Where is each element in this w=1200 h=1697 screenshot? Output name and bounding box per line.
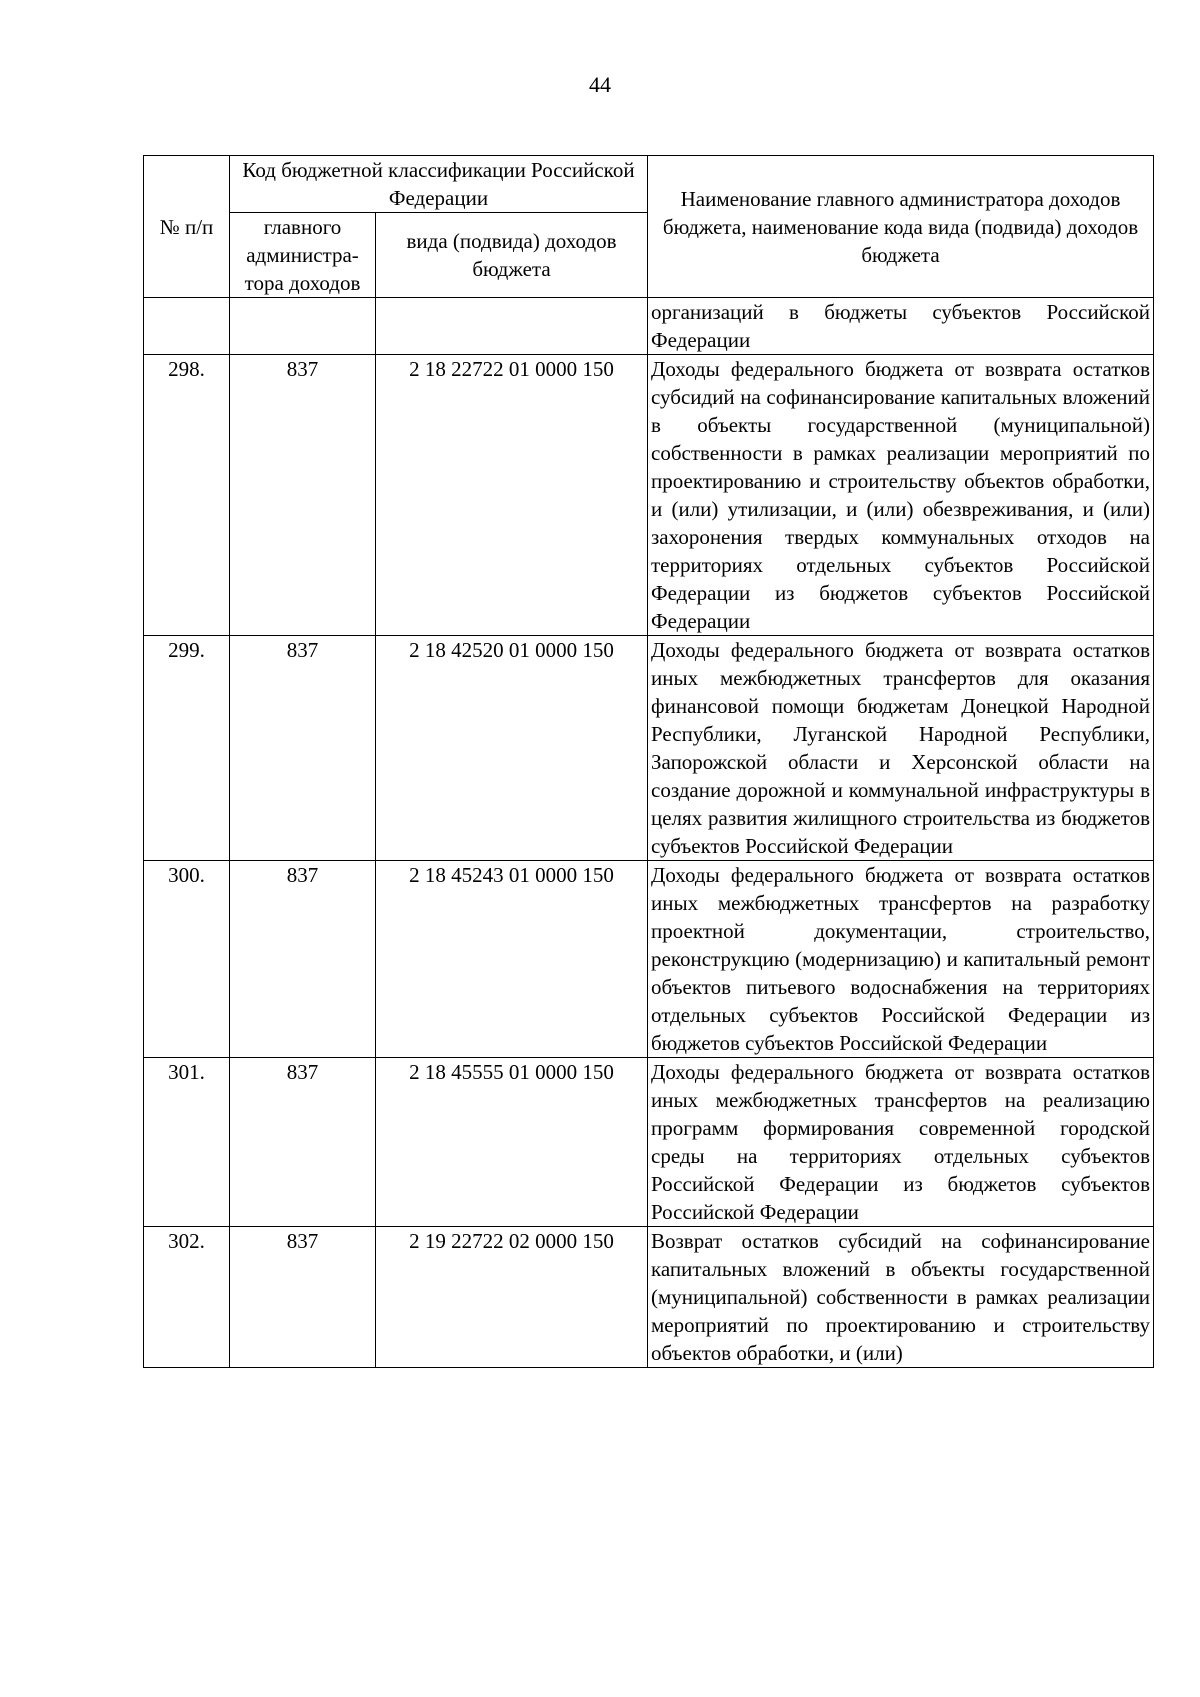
cell-admin: 837: [230, 636, 376, 861]
table-row: [144, 355, 1154, 636]
cell-name: Доходы федерального бюджета от возврата остатков иных межбюджетных трансфертов на разработку проектной документации, строительство, реконструкцию (модернизацию) и капитальный ремонт объектов питьевого водоснабжения на территориях отдельных субъектов Российской Федерации из бюджетов субъектов Российской Федерации: [648, 861, 1154, 1058]
cell-num: [144, 298, 230, 355]
cell-num: 298.: [144, 355, 230, 636]
cell-code: [376, 298, 648, 355]
cell-code: 2 18 22722 01 0000 150: [376, 355, 648, 636]
cell-name: Возврат остатков субсидий на софинансирование капитальных вложений в объекты государственной (муниципальной) собственности в рамках реализации мероприятий по проектированию и строительству объектов обработки, и (или): [648, 1227, 1154, 1368]
cell-admin: 837: [230, 355, 376, 636]
cell-name: организаций в бюджеты субъектов Российской Федерации: [648, 298, 1154, 355]
table-row: [144, 861, 1154, 1058]
header-code: вида (подвида) доходов бюджета: [376, 213, 648, 298]
cell-num: 301.: [144, 1058, 230, 1227]
page-number: 44: [589, 72, 611, 97]
cell-code: 2 19 22722 02 0000 150: [376, 1227, 648, 1368]
cell-code: 2 18 45243 01 0000 150: [376, 861, 648, 1058]
cell-admin: 837: [230, 1058, 376, 1227]
header-name: Наименование главного администратора доходов бюджета, наименование кода вида (подвида) доходов бюджета: [648, 156, 1154, 298]
cell-num: 300.: [144, 861, 230, 1058]
header-code-group: Код бюджетной классификации Российской Федерации: [230, 156, 648, 213]
header-admin: главного администра-тора доходов: [230, 213, 376, 298]
continuation-row: [144, 298, 1154, 355]
budget-classification-table: [143, 155, 1154, 1368]
header-row-top: [144, 156, 1154, 213]
table-row: [144, 636, 1154, 861]
cell-num: 302.: [144, 1227, 230, 1368]
cell-code: 2 18 42520 01 0000 150: [376, 636, 648, 861]
table-row: [144, 1058, 1154, 1227]
cell-name: Доходы федерального бюджета от возврата остатков субсидий на софинансирование капитальных вложений в объекты государственной (муниципальной) собственности в рамках реализации мероприятий по проектированию и строительству объектов обработки, и (или) утилизации, и (или) обезвреживания, и (или) захоронения твердых коммунальных отходов на территориях отдельных субъектов Российской Федерации из бюджетов субъектов Российской Федерации: [648, 355, 1154, 636]
cell-name: Доходы федерального бюджета от возврата остатков иных межбюджетных трансфертов для оказания финансовой помощи бюджетам Донецкой Народной Республики, Луганской Народной Республики, Запорожской области и Херсонской области на создание дорожной и коммунальной инфраструктуры в целях развития жилищного строительства из бюджетов субъектов Российской Федерации: [648, 636, 1154, 861]
cell-admin: 837: [230, 1227, 376, 1368]
header-num: № п/п: [144, 156, 230, 298]
cell-admin: 837: [230, 861, 376, 1058]
cell-code: 2 18 45555 01 0000 150: [376, 1058, 648, 1227]
cell-name: Доходы федерального бюджета от возврата остатков иных межбюджетных трансфертов на реализацию программ формирования современной городской среды на территориях отдельных субъектов Российской Федерации из бюджетов субъектов Российской Федерации: [648, 1058, 1154, 1227]
cell-admin: [230, 298, 376, 355]
table-body: [144, 298, 1154, 1368]
table-header: [144, 156, 1154, 298]
cell-num: 299.: [144, 636, 230, 861]
table-row: [144, 1227, 1154, 1368]
